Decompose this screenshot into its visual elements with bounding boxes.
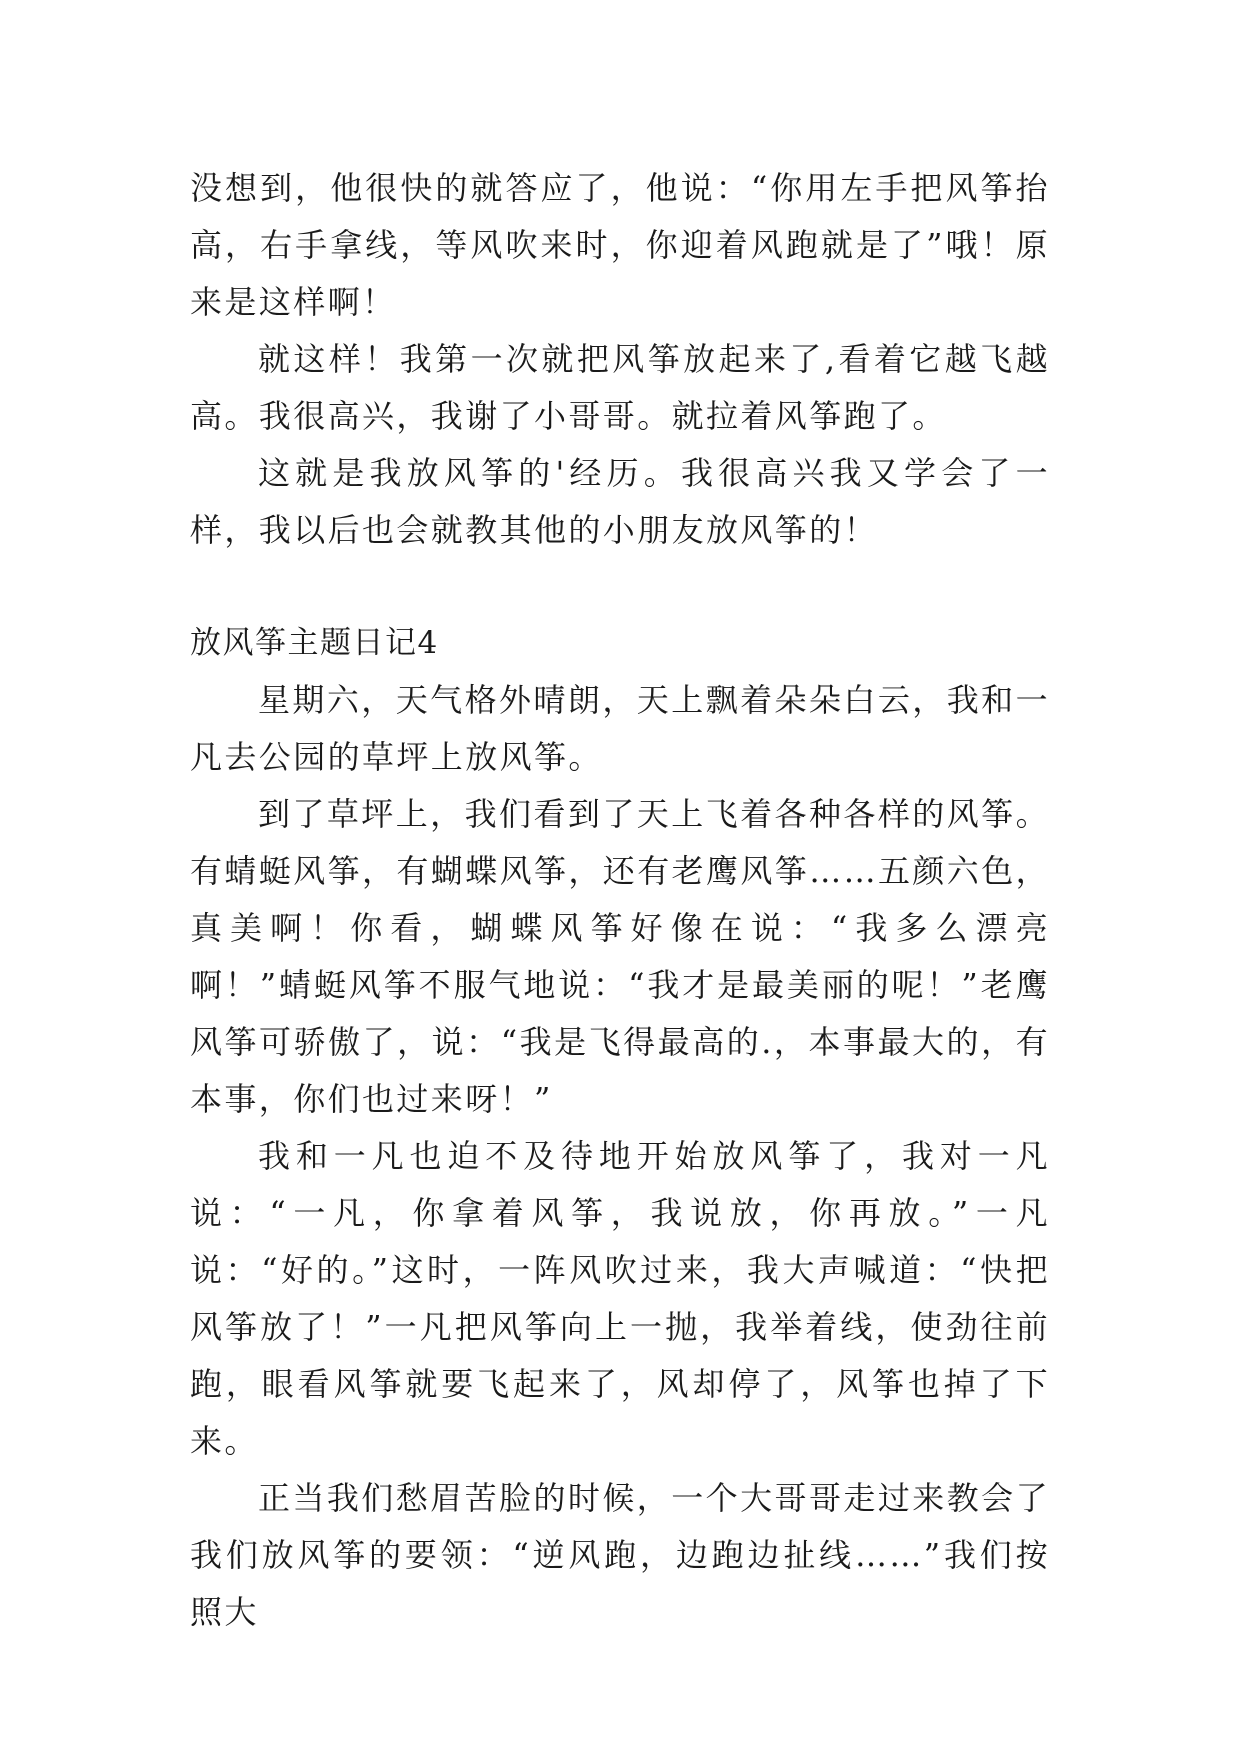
section-title: 放风筝主题日记4 bbox=[190, 625, 439, 661]
section-spacer bbox=[190, 559, 1050, 615]
paragraph: 没想到，他很快的就答应了，他说：“你用左手把风筝抬高，右手拿线，等风吹来时，你迎着风跑就是了”哦！原来是这样啊！ bbox=[190, 169, 1050, 321]
paragraph: 这就是我放风筝的'经历。我很高兴我又学会了一样，我以后也会就教其他的小朋友放风筝的！ bbox=[190, 454, 1050, 549]
document-body bbox=[190, 160, 1050, 1641]
paragraph: 正当我们愁眉苦脸的时候，一个大哥哥走过来教会了我们放风筝的要领：“逆风跑，边跑边扯线……”我们按照大 bbox=[190, 1479, 1050, 1631]
paragraph: 就这样！我第一次就把风筝放起来了,看着它越飞越高。我很高兴，我谢了小哥哥。就拉着风筝跑了。 bbox=[190, 340, 1050, 435]
paragraph: 我和一凡也迫不及待地开始放风筝了，我对一凡说：“一凡，你拿着风筝，我说放，你再放。”一凡说：“好的。”这时，一阵风吹过来，我大声喊道：“快把风筝放了！”一凡把风筝向上一抛，我举着线，使劲往前跑，眼看风筝就要飞起来了，风却停了，风筝也掉了下来。 bbox=[190, 1137, 1050, 1460]
paragraph: 到了草坪上，我们看到了天上飞着各种各样的风筝。有蜻蜓风筝，有蝴蝶风筝，还有老鹰风筝……五颜六色，真美啊！你看，蝴蝶风筝好像在说：“我多么漂亮啊！”蜻蜓风筝不服气地说：“我才是最美丽的呢！”老鹰风筝可骄傲了，说：“我是飞得最高的.，本事最大的，有本事，你们也过来呀！” bbox=[190, 795, 1051, 1118]
paragraph: 星期六，天气格外晴朗，天上飘着朵朵白云，我和一凡去公园的草坪上放风筝。 bbox=[190, 681, 1050, 776]
